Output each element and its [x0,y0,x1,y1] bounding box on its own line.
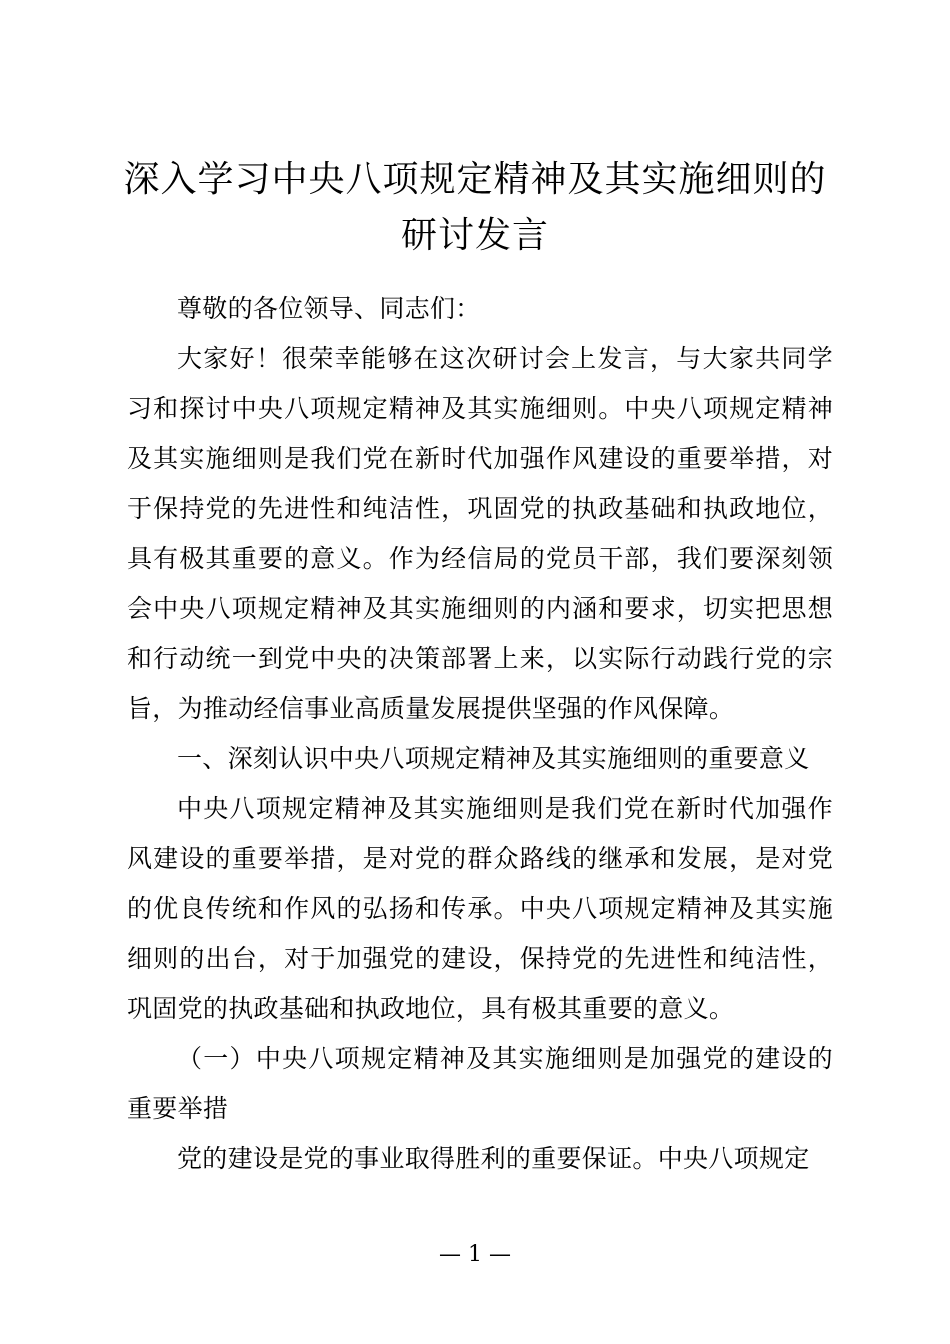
intro-paragraph: 大家好！很荣幸能够在这次研讨会上发言，与大家共同学习和探讨中央八项规定精神及其实施细则。中央八项规定精神及其实施细则是我们党在新时代加强作风建设的重要举措，对于保持党的先进性和纯洁性，巩固党的执政基础和执政地位，具有极其重要的意义。作为经信局的党员干部，我们要深刻领会中央八项规定精神及其实施细则的内涵和要求，切实把思想和行动统一到党中央的决策部署上来，以实际行动践行党的宗旨，为推动经信事业高质量发展提供坚强的作风保障。 [127,344,833,723]
salutation: 尊敬的各位领导、同志们： [177,294,481,323]
subsection-heading: （一）中央八项规定精神及其实施细则是加强党的建设的重要举措 [127,1044,833,1123]
document-title: 深入学习中央八项规定精神及其实施细则的研讨发言 [123,159,827,256]
document-body [127,284,833,1184]
page-number: — 1 — [439,1242,511,1267]
section-paragraph: 中央八项规定精神及其实施细则是我们党在新时代加强作风建设的重要举措，是对党的群众路线的继承和发展，是对党的优良传统和作风的弘扬和传承。中央八项规定精神及其实施细则的出台，对于加强党的建设，保持党的先进性和纯洁性，巩固党的执政基础和执政地位，具有极其重要的意义。 [127,794,833,1023]
subsection-paragraph: 党的建设是党的事业取得胜利的重要保证。中央八项规定 [177,1144,810,1173]
section-heading: 一、深刻认识中央八项规定精神及其实施细则的重要意义 [177,744,810,773]
